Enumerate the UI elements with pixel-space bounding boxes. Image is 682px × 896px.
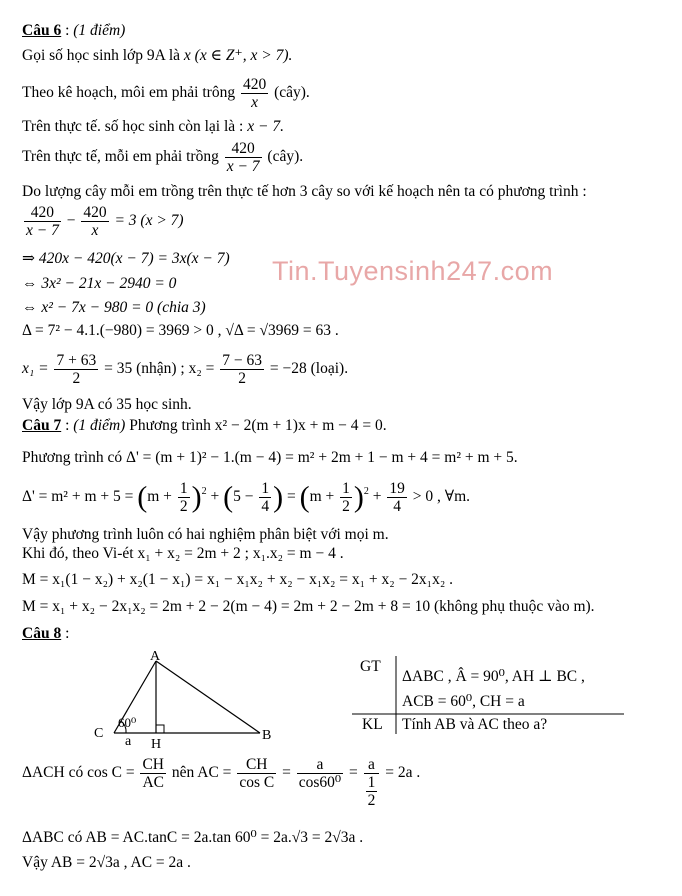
cau6-line3 [22,118,284,136]
cau8-frac4-den [364,774,380,809]
cau7-heading: Câu 7 : (1 điểm) Phương trình x² − 2(m + 1)x + m − 4 = 0. [22,417,387,434]
frac-den: cos C [239,774,275,791]
cau6-line4-unit: (cây). [267,148,304,166]
cau8-l1-b: nên AC = [171,764,232,782]
cau6-line3-text: Trên thực tế. số học sinh còn lại là : [22,118,244,135]
cau7-line1: Phương trình có Δ' = (m + 1)² − 1.(m − 4) = m² + 2m + 1 − m + 4 = m² + m + 5. [22,449,518,466]
vertex-c-label: C [94,726,104,741]
cau7-line5: M = x₁(1 − x₂) + x₂(1 − x₁) = x₁ − x₁x₂ + x₂ − x₁x₂ = x₁ + x₂ − 2x₁x₂ . [22,571,453,588]
frac-num: 7 − 63 [222,352,263,369]
cau8-frac2 [237,756,276,791]
frac-den: cos60⁰ [298,774,342,791]
cau8-l1-c: = [282,764,291,782]
frac-den: 2 [72,370,81,387]
cau6-line2-fraction [241,76,268,111]
cau7-line3: Vậy phương trình luôn có hai nghiệm phân biệt với mọi m. [22,526,389,543]
cau7-title-rest: Phương trình x² − 2(m + 1)x + m − 4 = 0. [129,417,387,434]
cau7-line2-lhs: Δ' = m² + m + 5 = [22,488,134,506]
cau6-points: (1 điểm) [73,22,126,39]
cau6-line1-var: x [183,47,191,64]
cau6-equation3: ⇔ 3x² − 21x − 2940 = 0 [22,275,177,292]
frac-num: 1 [367,774,376,791]
cau6-equation4: ⇔ x² − 7x − 980 = 0 (chia 3) [22,299,206,316]
cau7-line6: M = x₁ + x₂ − 2x₁x₂ = 2m + 2 − 2(m − 4) = 2m + 2 − 2m + 8 = 10 (không phụ thuộc vào m). [22,598,595,615]
frac-num: 420 [225,140,262,158]
vertex-h-label: H [151,737,162,752]
cau6-title: Câu 6 [22,22,62,39]
cau6-equation1: $\frac{420}{x - 7}$ − $\frac{420}{x}$ = 3 (x > 7) [26,204,184,239]
kl-text: Tính AB và AC theo a? [402,716,548,733]
cau6-line2 [22,76,310,111]
vertex-b-label: B [262,728,272,743]
frac-num: 7 + 63 [56,352,97,369]
gt-label: GT [360,658,381,675]
frac-den: x − 7 [226,158,260,175]
cau8-l1-e: = 2a . [385,764,421,782]
x1-lhs: x₁ = [22,360,49,378]
frac-num: a [297,756,343,774]
cau8-l1-d: = [348,764,358,782]
frac-num: CH [237,756,276,774]
cau6-line4 [22,140,303,175]
cau6-line1-cond: (x ∈ Z⁺, x > 7). [194,47,293,64]
eq1-fraction-2 [81,204,108,239]
cau7-title: Câu 7 [22,417,62,434]
triangle-figure [88,644,288,752]
frac-den: 2 [367,792,376,809]
frac-num: a [364,756,380,774]
gt-line2: ACB = 60⁰, CH = a [402,693,525,710]
cau8-colon: : [65,625,70,642]
cau8-frac3 [297,756,343,791]
x2-fraction [220,352,264,387]
cau6-line2-unit: (cây). [274,84,310,102]
x2-rest: = −28 (loại). [269,360,349,378]
cau8-frac4 [364,756,380,809]
frac-num: CH [142,756,164,773]
cau6-line2-text: Theo kê hoạch, môi em phải trông [22,84,236,102]
cau8-l1-a: ΔACH có cos C = [22,764,135,782]
cau6-line4-fraction [225,140,262,175]
x1-fraction [54,352,98,387]
frac-den: x [251,94,259,111]
frac-den: 2 [238,370,247,387]
cau8-line3: Vậy AB = 2√3a , AC = 2a . [22,854,191,871]
cau8-frac1 [140,756,166,791]
eq1-fraction-1 [24,204,61,239]
frac-num: 420 [24,204,61,222]
cau6-line3-expr: x − 7. [247,118,284,135]
cau8-title: Câu 8 [22,625,62,642]
cau6-heading: Câu 6 : (1 điểm) [22,22,126,39]
cau6-line5: Do lượng cây mỗi em trồng trên thực tế hơn 3 cây so với kế hoạch nên ta có phương trình : [22,183,587,200]
cau6-roots [22,352,348,387]
watermark-text: Tin.Tuyensinh247.com [272,256,554,286]
cau6-line1-text: Gọi số học sinh lớp 9A là [22,47,181,64]
x1-rest: = 35 (nhận) ; x₂ = [104,360,215,378]
angle-label: 60⁰ [118,715,137,730]
cau8-heading [22,625,69,643]
cau8-line1 [22,756,420,809]
vertex-a-label: A [150,649,161,664]
gt-line1: ΔABC , Â = 90⁰, AH ⊥ BC , [402,668,585,685]
cau6-line1 [22,47,292,65]
cau6-equation5: Δ = 7² − 4.1.(−980) = 3969 > 0 , √Δ = √3969 = 63 . [22,322,339,339]
cau6-equation2: ⇒ 420x − 420(x − 7) = 3x(x − 7) [22,250,230,267]
cau7-line2-end: , ∀m. [437,488,471,506]
frac-den: x [91,222,99,239]
cau6-conclusion: Vậy lớp 9A có 35 học sinh. [22,396,192,413]
frac-num: 420 [83,204,107,221]
frac-den: x − 7 [26,222,59,239]
cau7-line4: Khi đó, theo Vi-ét x₁ + x₂ = 2m + 2 ; x₁.x₂ = m − 4 . [22,545,344,562]
cau8-line2: ΔABC có AB = AC.tanC = 2a.tan 60⁰ = 2a.√3 = 2√3a . [22,829,364,846]
frac-num: 420 [242,76,267,93]
kl-label: KL [362,716,383,733]
side-label: a [125,734,132,749]
frac-den: AC [142,774,164,791]
cau7-line2: Δ' = m² + m + 5 = (m + $\frac{1}{2}$ )$^2$ + (5 − $\frac{1}{4}$ ) = (m + $\frac{1}{2}$ )$^2$ + $\frac{19}{4}$ > 0 , ∀m. [22,480,471,515]
cau7-points: (1 điểm) [73,417,126,434]
eq1-rest: = 3 (x > 7) [114,212,184,230]
cau6-line4-text: Trên thực tế, mỗi em phải trồng [22,148,219,166]
